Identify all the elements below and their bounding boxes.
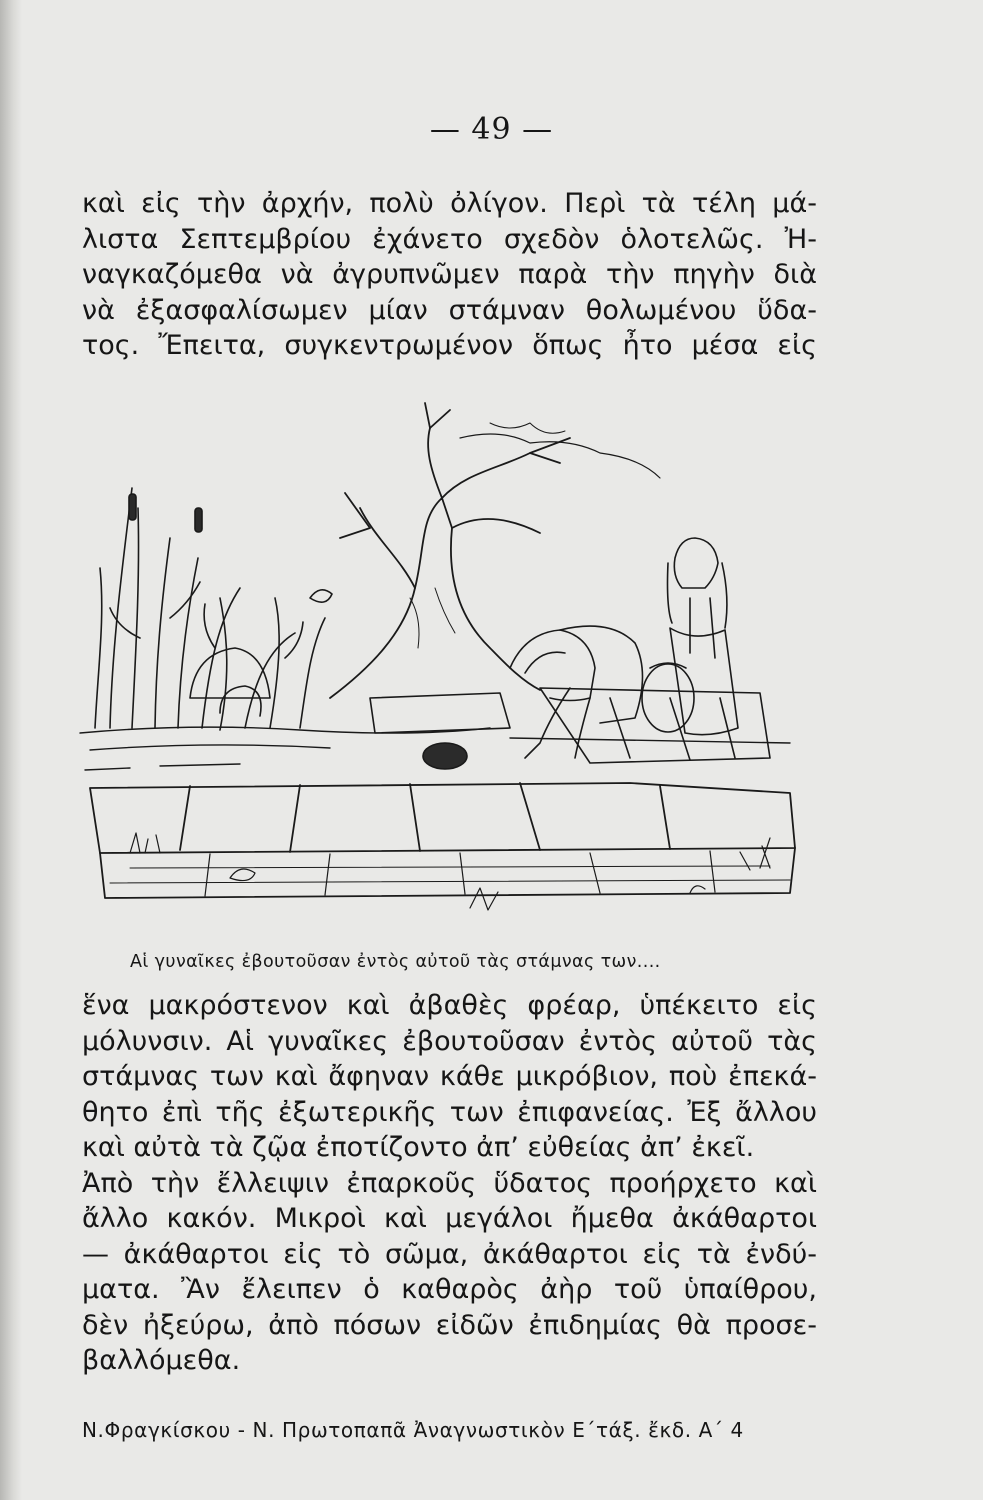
illustration-caption: Αἱ γυναῖκες ἐβουτοῦσαν ἐντὸς αὐτοῦ τὰς στάμνας των.... — [130, 952, 661, 972]
page-footer: Ν.Φραγκίσκου - Ν. Πρωτοπαπᾶ Ἀναγνωστικὸν Ε΄τάξ. ἔκδ. Α΄ 4 — [82, 1418, 744, 1442]
reeds-left — [95, 488, 332, 730]
text-line: ἕνα μακρόστενον καὶ ἀβαθὲς φρέαρ, ὑπέκειτο εἰς — [82, 990, 817, 1021]
text-line: δὲν ἠξεύρω, ἀπὸ πόσων εἰδῶν ἐπιδημίας θὰ προσε- — [82, 1309, 817, 1341]
text-line: ματα. Ἂν ἔλειπεν ὁ καθαρὸς ἀὴρ τοῦ ὑπαίθρου, — [82, 1274, 817, 1305]
text-line: Ἀπὸ τὴν ἔλλειψιν ἐπαρκοῦς ὕδατος προήρχετο καὶ — [82, 1167, 817, 1199]
paragraph-bottom — [82, 988, 817, 1379]
page-number: — 49 — — [429, 112, 554, 147]
text-line: τος. Ἔπειτα, συγκεντρωμένον ὅπως ἦτο μέσα εἰς — [82, 330, 817, 361]
well-illustration — [70, 398, 810, 943]
stone-slabs — [90, 783, 795, 898]
text-line: νὰ ἐξασφαλίσωμεν μίαν στάμναν θολωμένου ὕδα- — [82, 294, 817, 326]
text-line: βαλλόμεθα. — [82, 1345, 241, 1376]
plants-bottom — [130, 833, 770, 910]
text-line: ναγκαζόμεθα νὰ ἀγρυπνῶμεν παρὰ τὴν πηγὴν διὰ — [82, 259, 817, 290]
standing-woman — [642, 538, 738, 735]
text-line: — ἀκάθαρτοι εἰς τὸ σῶμα, ἀκάθαρτοι εἰς τὰ ἐνδύ- — [82, 1238, 817, 1270]
text-line: ἄλλο κακόν. Μικροὶ καὶ μεγάλοι ἤμεθα ἀκάθαρτοι — [82, 1203, 817, 1234]
text-line: λιστα Σεπτεμβρίου ἐχάνετο σχεδὸν ὁλοτελῶς. Ἠ- — [82, 223, 817, 255]
text-line: στάμνας των καὶ ἄφηναν κάθε μικρόβιον, ποὺ ἐπεκά- — [82, 1061, 817, 1092]
text-line: μόλυνσιν. Αἱ γυναῖκες ἐβουτοῦσαν ἐντὸς αὐτοῦ τὰς — [82, 1025, 817, 1057]
paragraph-top — [82, 186, 817, 364]
text-line: καὶ αὐτὰ τὰ ζῷα ἐποτίζοντο ἀπ’ εὐθείας ἀπ’ ἐκεῖ. — [82, 1132, 755, 1163]
text-line: καὶ εἰς τὴν ἀρχήν, πολὺ ὀλίγον. Περὶ τὰ τέλη μά- — [82, 188, 817, 219]
text-line: θητο ἐπὶ τῆς ἐξωτερικῆς των ἐπιφανείας. Ἐξ ἄλλου — [82, 1096, 817, 1128]
page-binding-shadow — [0, 0, 22, 1500]
olive-tree — [330, 403, 660, 698]
